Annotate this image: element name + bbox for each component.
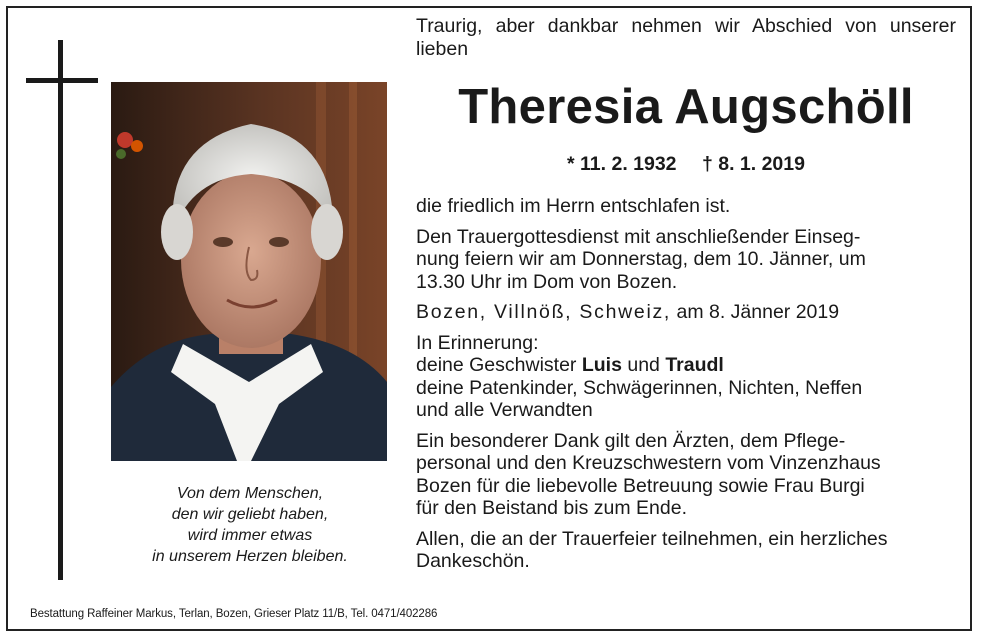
place-date-line <box>416 301 956 324</box>
thanks-line: für den Beistand bis zum Ende. <box>416 497 687 519</box>
deceased-name: Theresia Augschöll <box>458 80 914 134</box>
service-line: 13.30 Uhr im Dom von Bozen. <box>416 270 678 293</box>
sibling-name: Luis <box>581 354 622 376</box>
place-text: Bozen, Villnöß, Schweiz, <box>416 301 672 323</box>
thanks-line: personal und den Kreuzschwestern vom Vinzenzhaus <box>416 452 881 474</box>
siblings-line <box>416 354 956 377</box>
service-paragraph <box>416 226 956 294</box>
death-date: † 8. 1. 2019 <box>701 153 805 175</box>
quote-line: den wir geliebt haben, <box>171 506 329 523</box>
siblings-and: und <box>627 354 660 376</box>
intro-text: Traurig, aber dankbar nehmen wir Abschied von unserer lieben <box>416 15 956 60</box>
service-line: nung feiern wir am Donnerstag, dem 10. Jänner, um <box>416 248 866 270</box>
cross-icon <box>58 40 63 580</box>
siblings-prefix: deine Geschwister <box>416 354 577 376</box>
life-dates <box>416 153 956 176</box>
quote-line: wird immer etwas <box>187 527 313 544</box>
quote-line: in unserem Herzen bleiben. <box>152 548 348 565</box>
memory-paragraph <box>416 332 956 422</box>
date-text: am 8. Jänner 2019 <box>676 301 840 323</box>
thanks-line: Ein besonderer Dank gilt den Ärzten, dem Pflege- <box>416 429 846 452</box>
sibling-name: Traudl <box>665 354 724 376</box>
closing-paragraph <box>416 528 956 573</box>
relatives-line: und alle Verwandten <box>416 399 593 421</box>
portrait-photo <box>111 82 387 461</box>
obituary-body <box>416 195 956 581</box>
service-line: Den Trauergottesdienst mit anschließender Einseg- <box>416 225 861 248</box>
quote-line: Von dem Menschen, <box>176 485 324 502</box>
godchildren-line: deine Patenkinder, Schwägerinnen, Nichten, Neffen <box>416 376 863 399</box>
death-line: die friedlich im Herrn entschlafen ist. <box>416 195 731 217</box>
memorial-quote <box>112 483 388 567</box>
thanks-paragraph <box>416 430 956 520</box>
memory-heading: In Erinnerung: <box>416 331 539 354</box>
birth-date: * 11. 2. 1932 <box>567 153 677 175</box>
closing-line: Dankeschön. <box>416 550 530 572</box>
intro-block <box>416 15 956 60</box>
closing-line: Allen, die an der Trauerfeier teilnehmen, ein herzliches <box>416 527 888 550</box>
funeral-home-footer: Bestattung Raffeiner Markus, Terlan, Bozen, Grieser Platz 11/B, Tel. 0471/402286 <box>30 608 438 620</box>
cross-icon-bar <box>26 78 98 83</box>
thanks-line: Bozen für die liebevolle Betreuung sowie Frau Burgi <box>416 474 865 497</box>
